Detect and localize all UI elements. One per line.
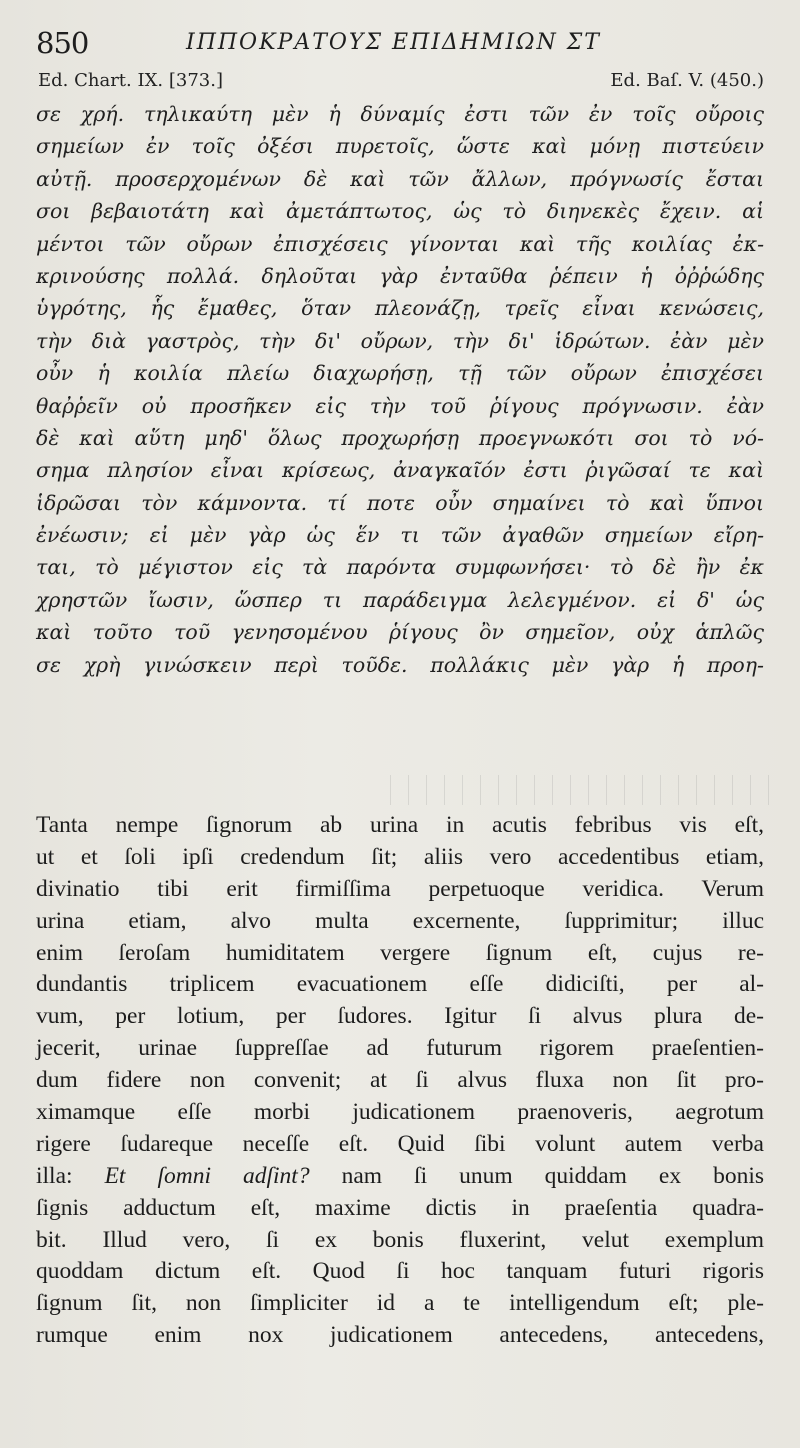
greek-line: μέντοι τῶν οὔρων ἐπισχέσεις γίνονται καὶ τῆς κοιλίας ἐκ- xyxy=(36,231,764,256)
latin-line: ſignum ſit, non ſimpliciter id a te intelligendum eſt; ple- xyxy=(36,1290,764,1317)
greek-line: σε χρή. τηλικαύτη μὲν ἡ δύναμίς ἐστι τῶν ἐν τοῖς οὔροις xyxy=(36,102,764,126)
latin-line: quoddam dictum eſt. Quod ſi hoc tanquam futuri rigoris xyxy=(36,1258,764,1285)
edition-reference-left: Ed. Chart. IX. [373.] xyxy=(38,70,223,91)
latin-text: nam ſi unum quiddam ex bonis xyxy=(309,1162,765,1189)
latin-line: rigere ſudareque neceſſe eſt. Quid ſibi volunt autem verba xyxy=(36,1130,764,1157)
greek-line: σοι βεβαιοτάτη καὶ ἀμετάπτωτος, ὡς τὸ διηνεκὲς ἔχειν. αἱ xyxy=(36,199,764,224)
greek-line: τὴν διὰ γαστρὸς, τὴν δι' οὔρων, τὴν δι' ἱδρώτων. ἐὰν μὲν xyxy=(36,328,764,353)
greek-line: καὶ τοῦτο τοῦ γενησομένου ῥίγους ὂν σημεῖον, οὐχ ἁπλῶς xyxy=(36,620,764,645)
latin-line: rumque enim nox judicationem antecedens, antecedens, xyxy=(36,1322,764,1349)
greek-text-block xyxy=(36,98,764,681)
greek-line: ἐνέωσιν; εἰ μὲν γὰρ ὡς ἕν τι τῶν ἀγαθῶν σημείων εἴρη- xyxy=(36,523,764,548)
latin-line: urina etiam, alvo multa excernente, ſupprimitur; illuc xyxy=(36,907,764,934)
latin-line: Tanta nempe ſignorum ab urina in acutis febribus vis eſt, xyxy=(36,812,764,838)
greek-line: ἱδρῶσαι τὸν κάμνοντα. τί ποτε οὖν σημαίνει τὸ καὶ ὕπνοι xyxy=(36,490,764,515)
page-number: 850 xyxy=(36,26,89,60)
greek-line: οὖν ἡ κοιλία πλείω διαχωρήσῃ, τῇ τῶν οὔρων ἐπισχέσει xyxy=(36,361,764,386)
latin-line: divinatio tibi erit firmiſſima perpetuoque veridica. Verum xyxy=(36,875,764,902)
greek-line: σε χρὴ γινώσκειν περὶ τοῦδε. πολλάκις μὲν γὰρ ἡ προη- xyxy=(36,652,764,677)
latin-line: dum fidere non convenit; at ſi alvus fluxa non ſit pro- xyxy=(36,1067,764,1094)
latin-text-block xyxy=(36,810,764,1352)
latin-line: bit. Illud vero, ſi ex bonis fluxerint, velut exemplum xyxy=(36,1226,764,1253)
latin-line: dundantis triplicem evacuationem eſſe didiciſti, per al- xyxy=(36,971,764,998)
page-header xyxy=(36,26,764,62)
latin-line: ſignis adductum eſt, maxime dictis in praeſentia quadra- xyxy=(36,1194,764,1221)
greek-line: κρινούσης πολλά. δηλοῦται γὰρ ἐνταῦθα ῥέπειν ἡ ὀῤῥώδης xyxy=(36,263,764,288)
greek-line: αὐτῇ. προσερχομένων δὲ καὶ τῶν ἄλλων, πρόγνωσίς ἔσται xyxy=(36,166,764,191)
running-title: ΙΠΠΟΚΡΑΤΟΥΣ ΕΠΙΔΗΜΙΩΝ ΣΤ xyxy=(186,30,601,55)
greek-line: δὲ καὶ αὕτη μηδ' ὅλως προχωρήσῃ προεγνωκότι σοι τὸ νό- xyxy=(36,425,764,450)
latin-line: ximamque eſſe morbi judicationem praenoveris, aegrotum xyxy=(36,1099,764,1126)
quoted-lemma: Et ſomni adſint? xyxy=(104,1162,310,1189)
greek-line: ται, τὸ μέγιστον εἰς τὰ παρόντα συμφωνήσει· τὸ δὲ ἢν ἐκ xyxy=(36,555,764,580)
latin-line: enim ſeroſam humiditatem vergere ſignum eſt, cujus re- xyxy=(36,939,764,966)
latin-line: ut et ſoli ipſi credendum ſit; aliis vero accedentibus etiam, xyxy=(36,843,764,870)
show-through-bleed xyxy=(380,775,780,805)
edition-reference-right: Ed. Baſ. V. (450.) xyxy=(610,70,764,91)
latin-line: vum, per lotium, per ſudores. Igitur ſi alvus plura de- xyxy=(36,1003,764,1030)
greek-line: θαῤῥεῖν οὐ προσῆκεν εἰς τὴν τοῦ ῥίγους πρόγνωσιν. ἐὰν xyxy=(36,393,764,418)
greek-line: χρηστῶν ἴωσιν, ὥσπερ τι παράδειγμα λελεγμένον. εἰ δ' ὡς xyxy=(36,587,764,612)
latin-line-with-quotation xyxy=(36,1161,764,1193)
greek-line: σημα πλησίον εἶναι κρίσεως, ἀναγκαῖόν ἐστι ῥιγῶσαί τε καὶ xyxy=(36,458,764,483)
greek-line: σημείων ἐν τοῖς ὀξέσι πυρετοῖς, ὥστε καὶ μόνῃ πιστεύειν xyxy=(36,134,764,159)
latin-text: illa: xyxy=(36,1162,105,1189)
edition-line xyxy=(38,70,764,96)
greek-line: ὑγρότης, ἧς ἔμαθες, ὅταν πλεονάζῃ, τρεῖς εἶναι κενώσεις, xyxy=(36,296,764,321)
latin-line: jecerit, urinae ſuppreſſae ad futurum rigorem praeſentien- xyxy=(36,1035,764,1062)
